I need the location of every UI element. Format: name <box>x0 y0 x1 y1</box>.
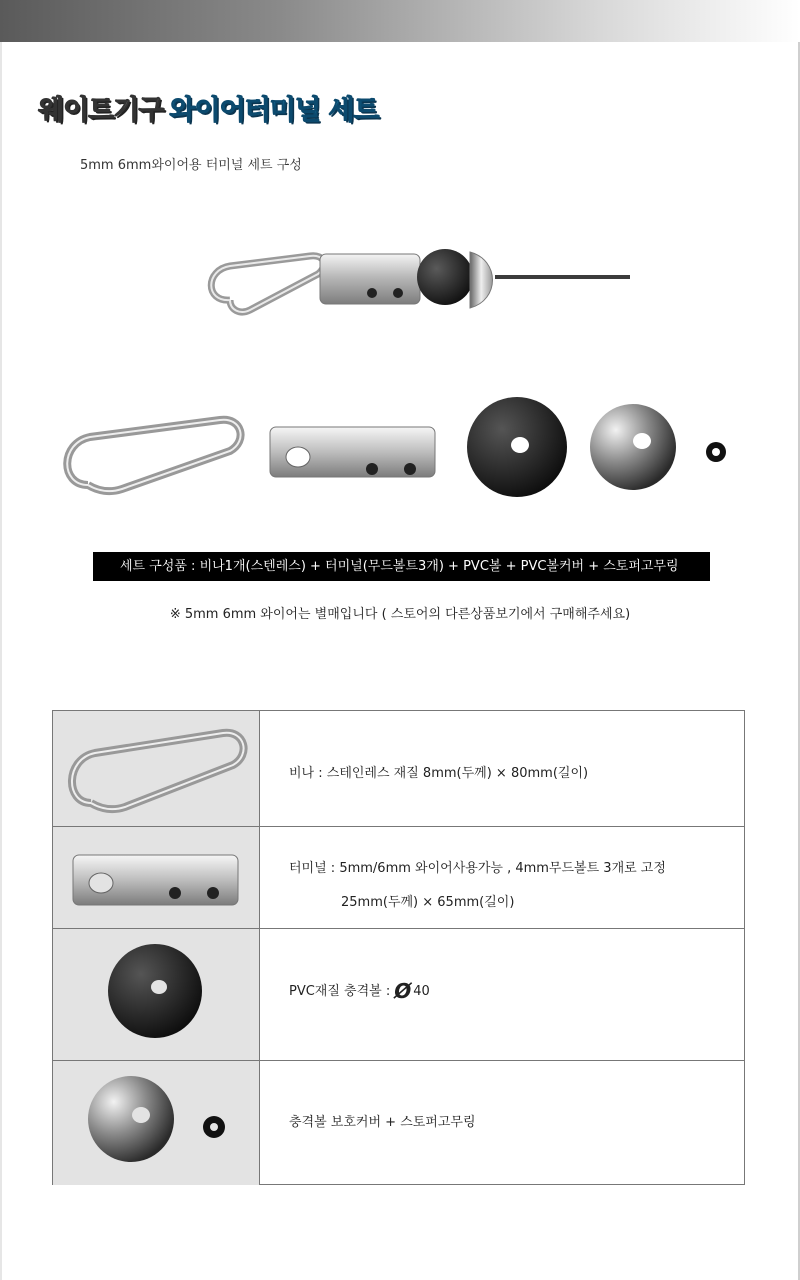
spec-text-terminal-size: 25mm(두께) × 65mm(길이) <box>341 895 515 910</box>
title-part-blue: 와이어터미널 세트 <box>169 95 379 126</box>
table-row <box>53 929 744 1061</box>
terminal-image <box>53 827 260 928</box>
set-parts-image <box>60 385 750 505</box>
spec-pvc-label: PVC재질 충격볼 : <box>289 984 391 999</box>
table-row <box>53 827 744 929</box>
cover-and-ring-image <box>53 1061 260 1185</box>
spec-table <box>52 710 745 1185</box>
terminal-photo-cell <box>53 827 260 928</box>
diameter-symbol: Ø <box>394 979 412 1003</box>
wire-sold-separately-note: ※ 5mm 6mm 와이어는 별매입니다 ( 스토어의 다른상품보기에서 구매해주세요) <box>169 607 631 622</box>
spec-text-terminal: 터미널 : 5mm/6mm 와이어사용가능 , 4mm무드볼트 3개로 고정 <box>289 861 666 876</box>
spec-text-pvc-ball <box>289 979 430 1003</box>
spec-text-carabiner: 비나 : 스테인레스 재질 8mm(두께) × 80mm(길이) <box>289 766 589 781</box>
carabiner-photo-cell <box>53 711 260 826</box>
spec-pvc-diameter: 40 <box>413 984 430 999</box>
page-subtitle: 5mm 6mm와이어용 터미널 세트 구성 <box>80 158 302 173</box>
pvc-ball-photo-cell <box>53 929 260 1060</box>
set-components-banner: 세트 구성품 : 비나1개(스텐레스) + 터미널(무드볼트3개) + PVC볼 + PVC볼커버 + 스토퍼고무링 <box>93 552 710 581</box>
carabiner-image <box>53 711 260 826</box>
spec-text-cover-ring: 충격볼 보호커버 + 스토퍼고무링 <box>289 1115 476 1130</box>
page-title <box>38 88 378 128</box>
assembled-terminal-image <box>200 230 640 340</box>
cover-ring-photo-cell <box>53 1061 260 1185</box>
table-row <box>53 1061 744 1185</box>
table-row <box>53 711 744 827</box>
frame-left-edge <box>0 42 2 1280</box>
pvc-ball-image <box>53 929 260 1060</box>
title-part-gray: 웨이트기구 <box>38 95 164 126</box>
top-header-bar <box>0 0 800 42</box>
